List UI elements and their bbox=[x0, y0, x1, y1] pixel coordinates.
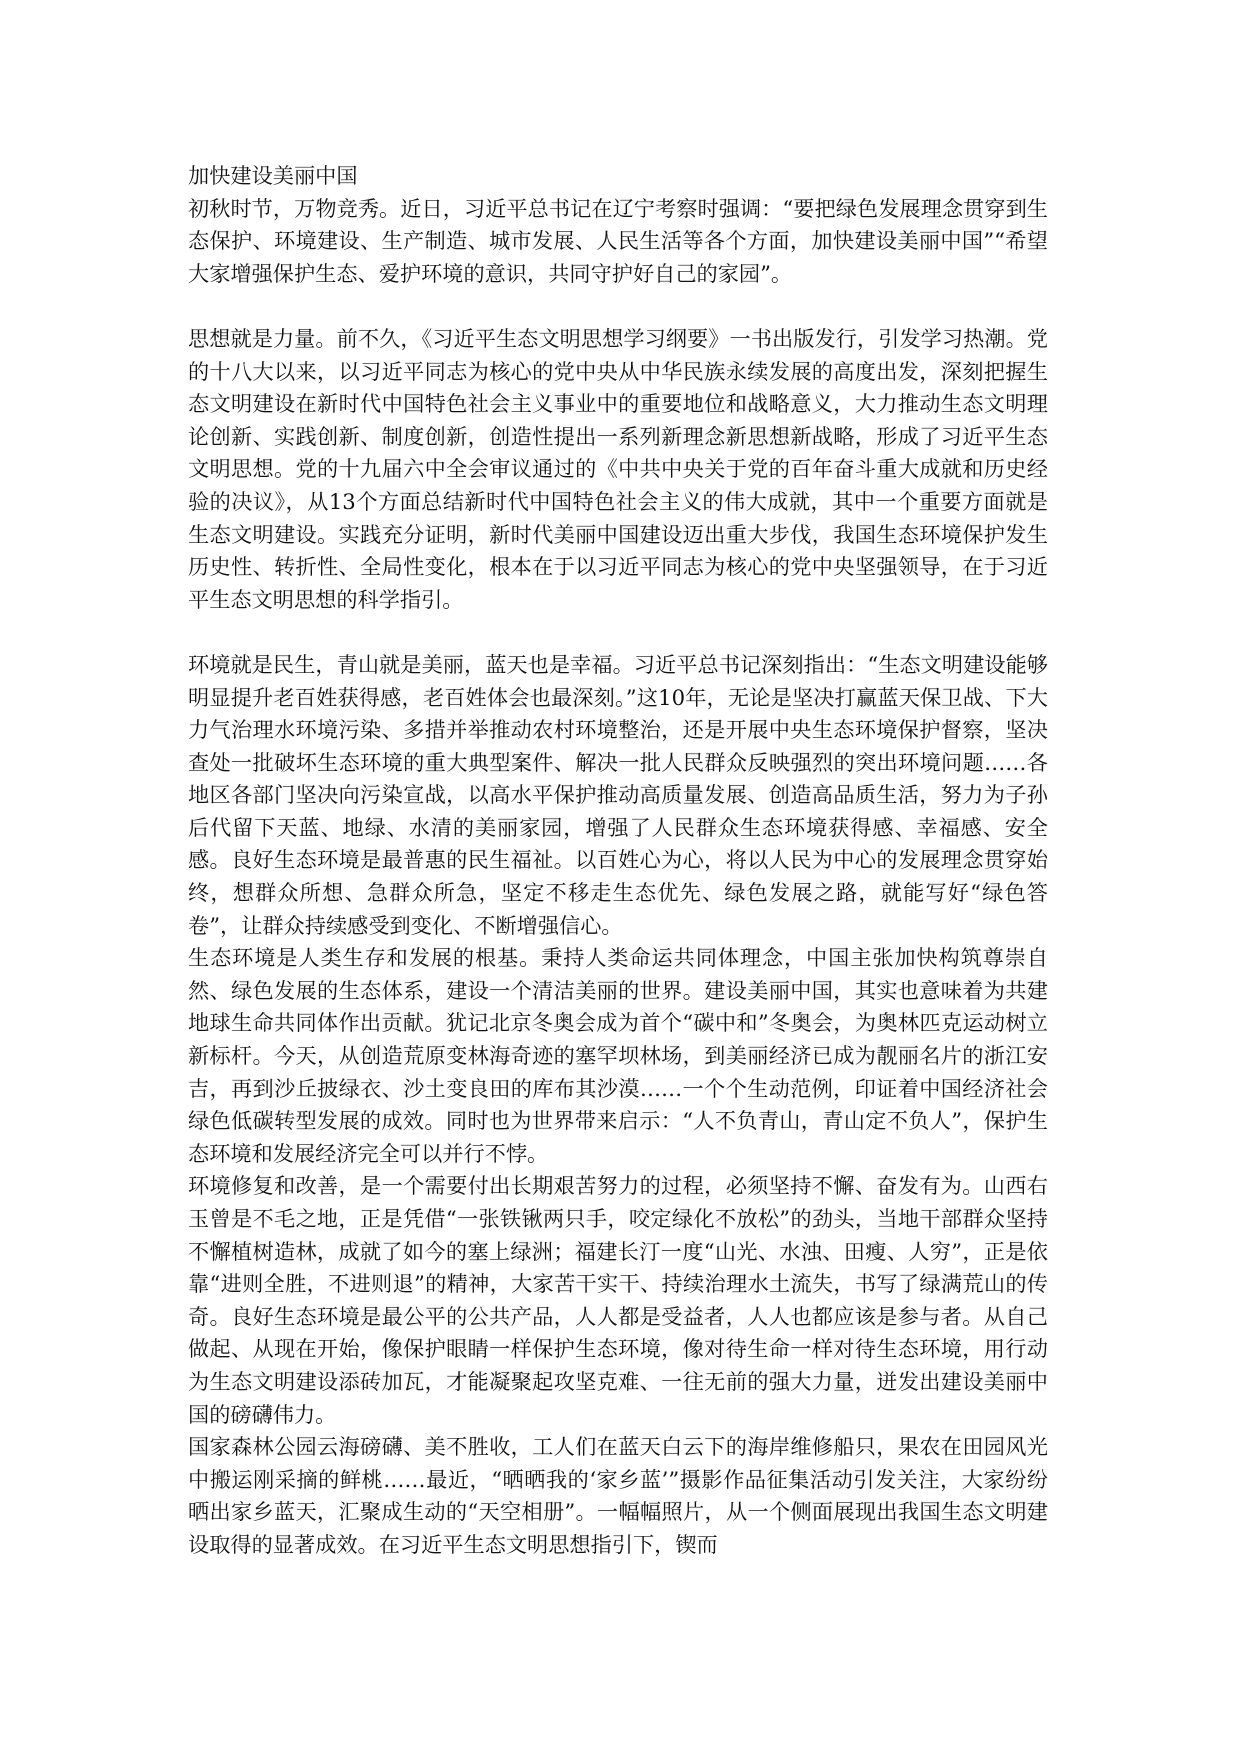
paragraph-environmental-restoration: 环境修复和改善，是一个需要付出长期艰苦努力的过程，必须坚持不懈、奋发有为。山西右玉曾是不毛之地，正是凭借“一张铁锹两只手，咬定绿化不放松”的劲头，当地干部群众坚持不懈植树造林，成就了如今的塞上绿洲；福建长汀一度“山光、水浊、田瘦、人穷”，正是依靠“进则全胜，不进则退”的精神，大家苦干实干、持续治理水土流失，书写了绿满荒山的传奇。良好生态环境是最公平的公共产品，人人都是受益者，人人也都应该是参与者。从自己做起、从现在开始，像保护眼睛一样保护生态环境，像对待生命一样对待生态环境，用行动为生态文明建设添砖加瓦，才能凝聚起攻坚克难、一往无前的强大力量，迸发出建设美丽中国的磅礴伟力。 bbox=[188, 1173, 1048, 1427]
paragraph-thought-is-power: 思想就是力量。前不久，《习近平生态文明思想学习纲要》一书出版发行，引发学习热潮。党的十八大以来，以习近平同志为核心的党中央从中华民族永续发展的高度出发，深刻把握生态文明建设在新时代中国特色社会主义事业中的重要地位和战略意义，大力推动生态文明理论创新、实践创新、制度创新，创造性提出一系列新理念新思想新战略，形成了习近平生态文明思想。党的十九届六中全会审议通过的《中共中央关于党的百年奋斗重大成就和历史经验的决议》，从13个方面总结新时代中国特色社会主义的伟大成就，其中一个重要方面就是生态文明建设。实践充分证明，新时代美丽中国建设迈出重大步伐，我国生态环境保护发生历史性、转折性、全局性变化，根本在于以习近平同志为核心的党中央坚强领导，在于习近平生态文明思想的科学指引。 bbox=[188, 325, 1048, 612]
document-title: 加快建设美丽中国 bbox=[188, 163, 358, 188]
paragraph-hometown-blue: 国家森林公园云海磅礴、美不胜收，工人们在蓝天白云下的海岸维修船只，果农在田园风光中搬运刚采摘的鲜桃……最近，“晒晒我的‘家乡蓝’”摄影作品征集活动引发关注，大家纷纷晒出家乡蓝天，汇聚成生动的“天空相册”。一幅幅照片，从一个侧面展现出我国生态文明建设取得的显著成效。在习近平生态文明思想指引下，锲而 bbox=[188, 1434, 1048, 1557]
paragraph-intro: 初秋时节，万物竞秀。近日，习近平总书记在辽宁考察时强调：“要把绿色发展理念贯穿到生态保护、环境建设、生产制造、城市发展、人民生活等各个方面，加快建设美丽中国”“希望大家增强保护生态、爱护环境的意识，共同守护好自己的家园”。 bbox=[188, 195, 1048, 286]
document-body bbox=[188, 160, 1048, 1562]
paragraph-ecological-foundation: 生态环境是人类生存和发展的根基。秉持人类命运共同体理念，中国主张加快构筑尊崇自然、绿色发展的生态体系，建设一个清洁美丽的世界。建设美丽中国，其实也意味着为共建地球生命共同体作出贡献。犹记北京冬奥会成为首个“碳中和”冬奥会，为奥林匹克运动树立新标杆。今天，从创造荒原变林海奇迹的塞罕坝林场，到美丽经济已成为靓丽名片的浙江安吉，再到沙丘披绿衣、沙土变良田的库布其沙漠……一个个生动范例，印证着中国经济社会绿色低碳转型发展的成效。同时也为世界带来启示：“人不负青山，青山定不负人”，保护生态环境和发展经济完全可以并行不悖。 bbox=[188, 945, 1048, 1166]
paragraph-environment-is-livelihood: 环境就是民生，青山就是美丽，蓝天也是幸福。习近平总书记深刻指出：“生态文明建设能够明显提升老百姓获得感，老百姓体会也最深刻。”这10年，无论是坚决打赢蓝天保卫战、下大力气治理水环境污染、多措并举推动农村环境整治，还是开展中央生态环境保护督察，坚决查处一批破坏生态环境的重大典型案件、解决一批人民群众反映强烈的突出环境问题……各地区各部门坚决向污染宣战，以高水平保护推动高质量发展、创造高品质生活，努力为子孙后代留下天蓝、地绿、水清的美丽家园，增强了人民群众生态环境获得感、幸福感、安全感。良好生态环境是最普惠的民生福祉。以百姓心为心，将以人民为中心的发展理念贯穿始终，想群众所想、急群众所急，坚定不移走生态优先、绿色发展之路，就能写好“绿色答卷”，让群众持续感受到变化、不断增强信心。 bbox=[188, 651, 1048, 938]
